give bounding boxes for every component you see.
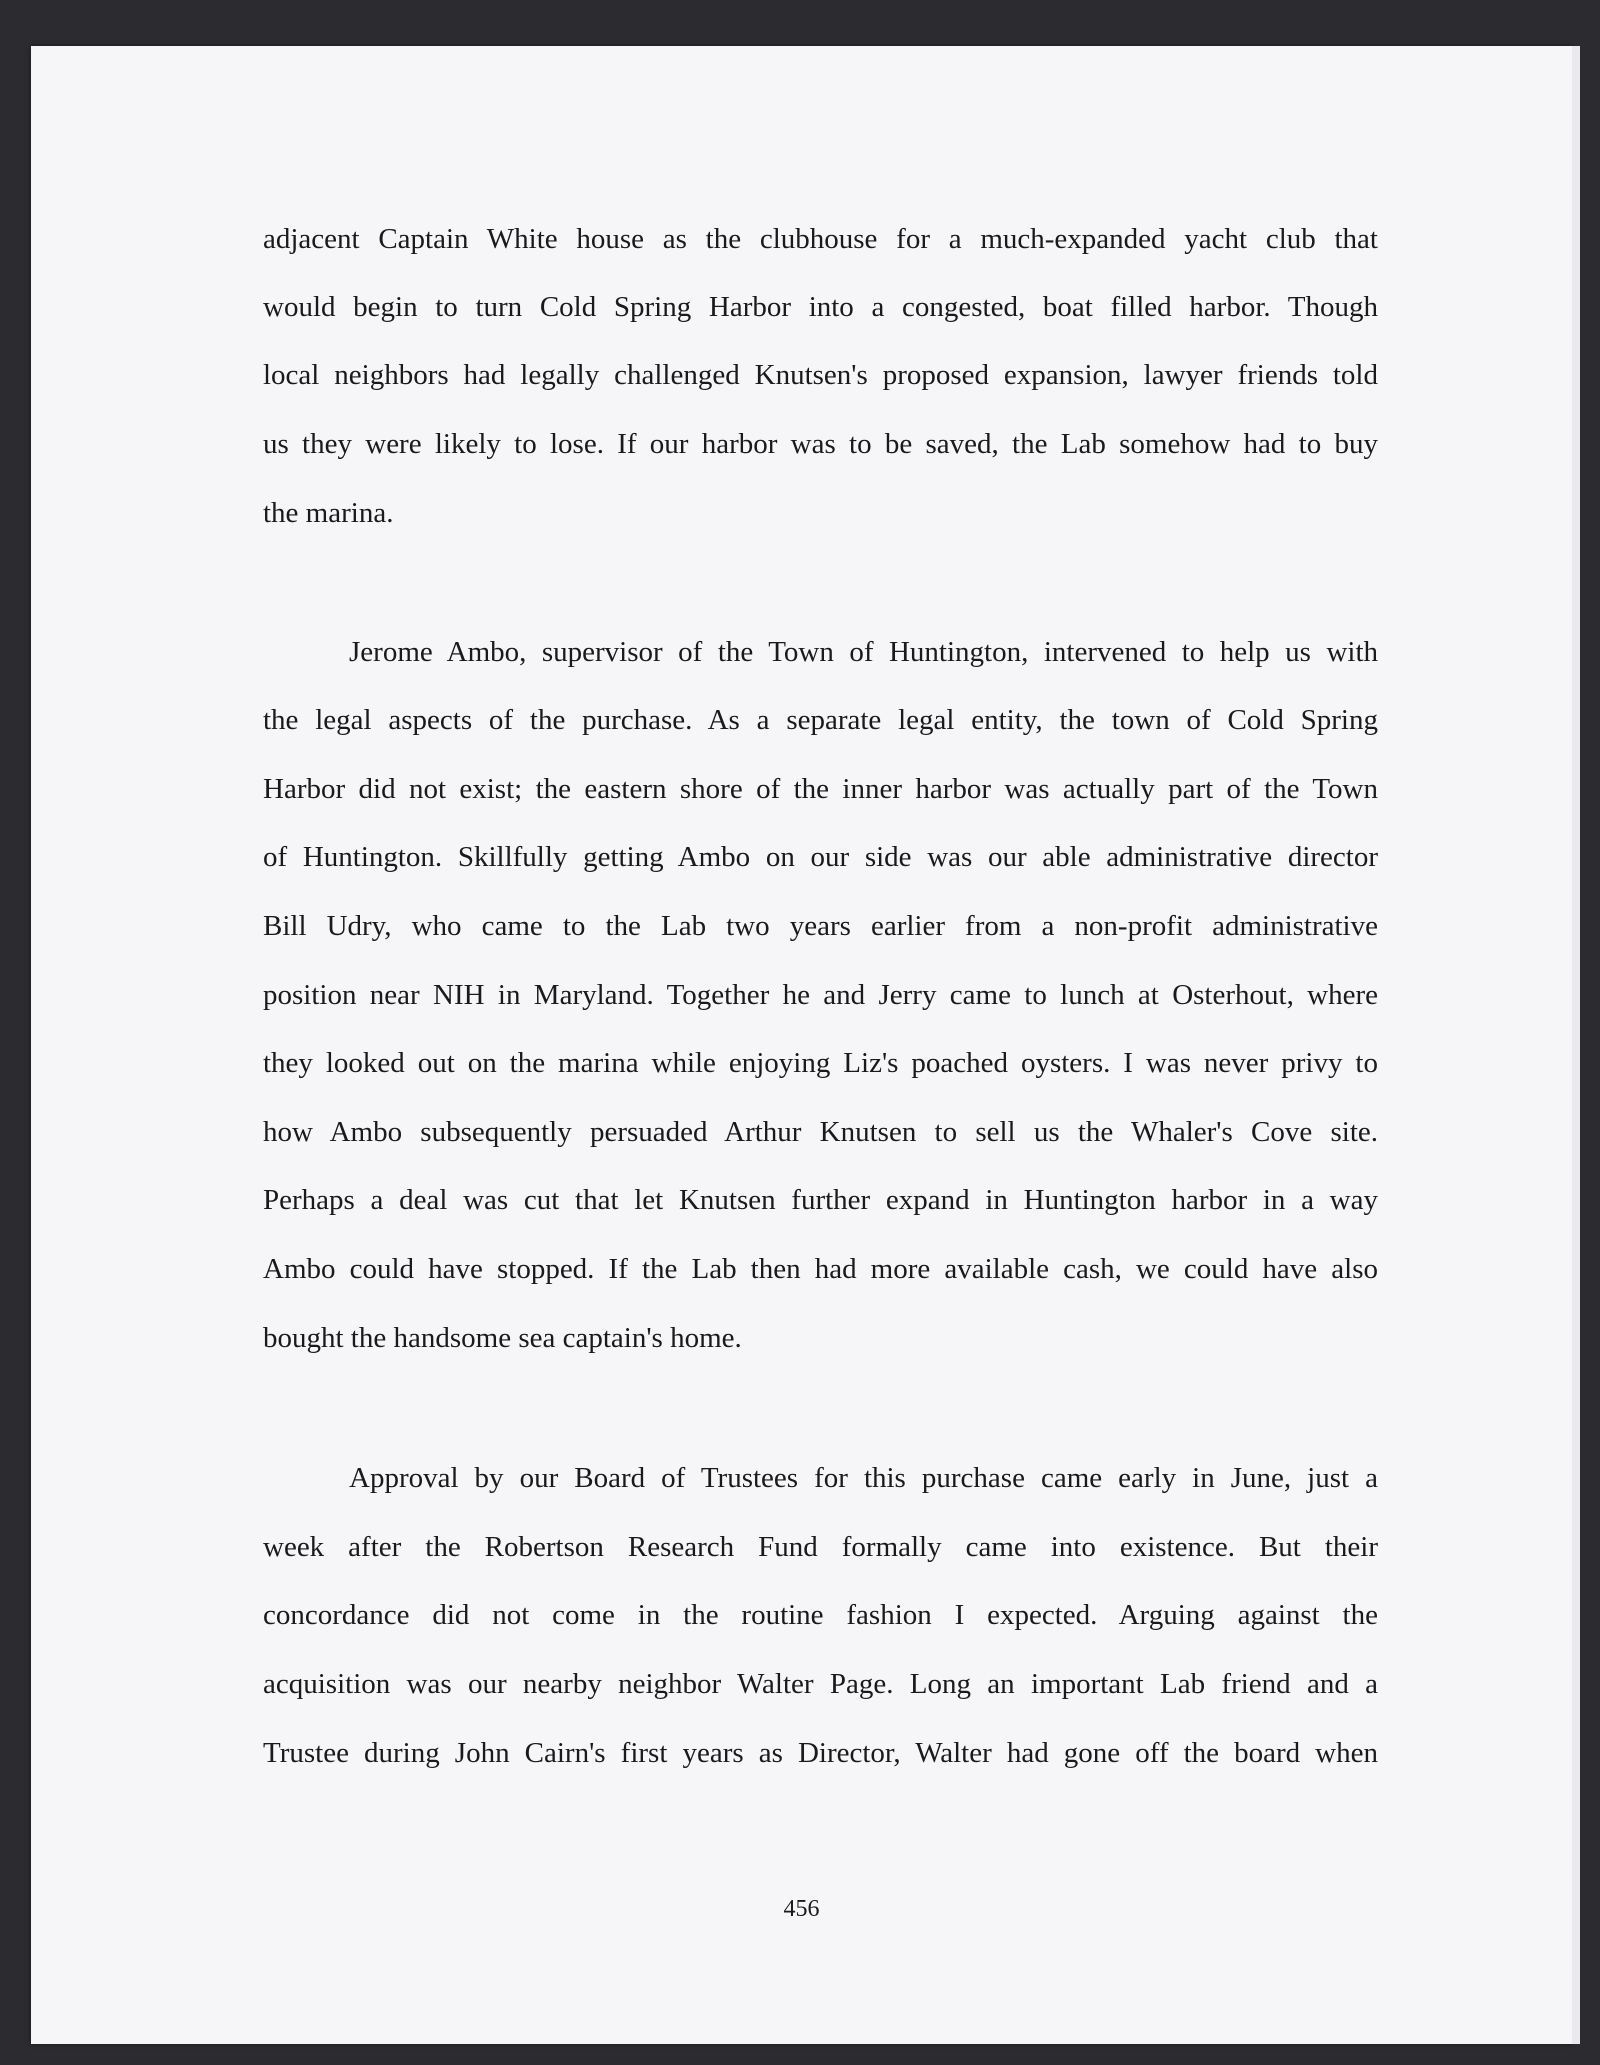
text-line: the legal aspects of the purchase. As a separate legal entity, the town of Cold Spring <box>263 704 1378 736</box>
page-number: 456 <box>783 1896 820 1922</box>
text-line: Trustee during John Cairn's first years as Director, Walter had gone off the board when <box>263 1737 1378 1769</box>
text-line: they looked out on the marina while enjoying Liz's poached oysters. I was never privy to <box>263 1047 1378 1079</box>
text-line: week after the Robertson Research Fund formally came into existence. But their <box>263 1531 1378 1563</box>
text-line: how Ambo subsequently persuaded Arthur Knutsen to sell us the Whaler's Cove site. <box>263 1116 1378 1148</box>
text-line: position near NIH in Maryland. Together he and Jerry came to lunch at Osterhout, where <box>263 979 1378 1011</box>
page-edge <box>1572 46 1580 2044</box>
text-line: would begin to turn Cold Spring Harbor into a congested, boat filled harbor. Though <box>263 291 1378 323</box>
text-line: adjacent Captain White house as the clubhouse for a much-expanded yacht club that <box>263 223 1378 255</box>
text-line: Harbor did not exist; the eastern shore of the inner harbor was actually part of the Town <box>263 773 1378 805</box>
text-line: Approval by our Board of Trustees for this purchase came early in June, just a <box>349 1462 1378 1494</box>
text-line: Perhaps a deal was cut that let Knutsen further expand in Huntington harbor in a way <box>263 1184 1378 1216</box>
text-line: the marina. <box>263 497 394 529</box>
text-line: us they were likely to lose. If our harbor was to be saved, the Lab somehow had to buy <box>263 428 1378 460</box>
text-line: acquisition was our nearby neighbor Walter Page. Long an important Lab friend and a <box>263 1668 1378 1700</box>
text-line: Ambo could have stopped. If the Lab then had more available cash, we could have also <box>263 1253 1378 1285</box>
text-line: of Huntington. Skillfully getting Ambo on our side was our able administrative director <box>263 841 1378 873</box>
text-line: local neighbors had legally challenged Knutsen's proposed expansion, lawyer friends told <box>263 359 1378 391</box>
text-line: bought the handsome sea captain's home. <box>263 1322 742 1354</box>
text-line: Bill Udry, who came to the Lab two years earlier from a non-profit administrative <box>263 910 1378 942</box>
text-line: concordance did not come in the routine fashion I expected. Arguing against the <box>263 1599 1378 1631</box>
document-page <box>31 46 1572 2044</box>
text-line: Jerome Ambo, supervisor of the Town of Huntington, intervened to help us with <box>349 636 1378 668</box>
